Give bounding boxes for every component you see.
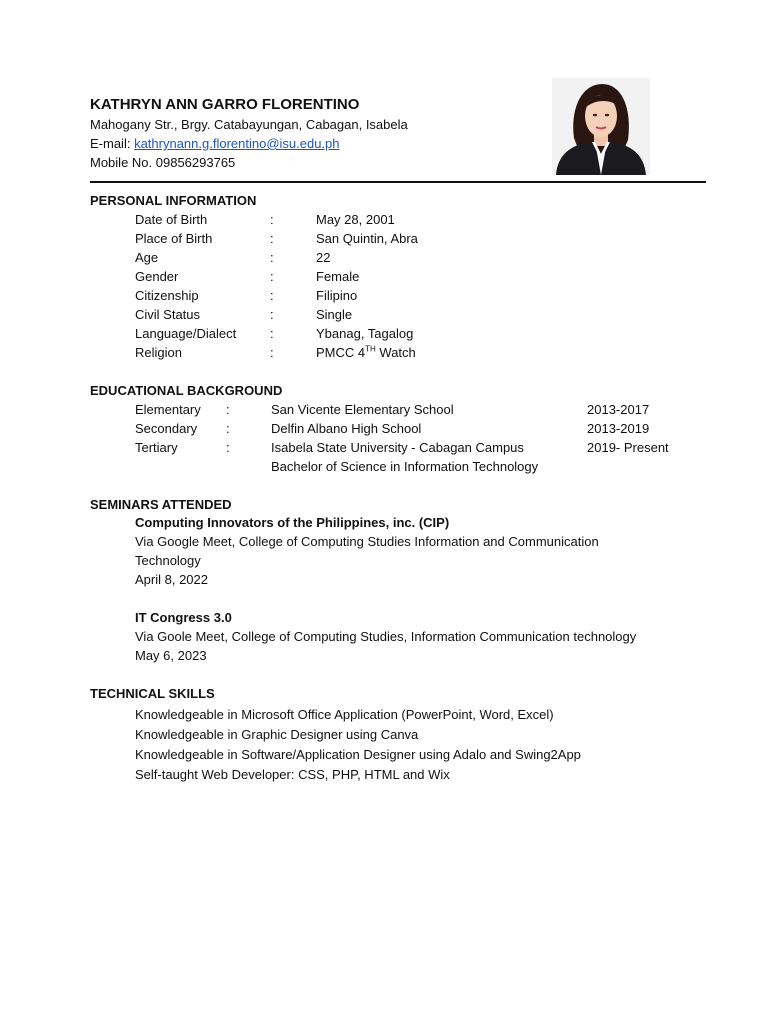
edu-years-secondary: 2013-2019 bbox=[587, 421, 650, 436]
email-link[interactable]: kathrynann.g.florentino@isu.edu.ph bbox=[134, 136, 340, 151]
separator: : bbox=[270, 231, 274, 246]
applicant-name: KATHRYN ANN GARRO FLORENTINO bbox=[90, 96, 360, 113]
email-label: E-mail: bbox=[90, 136, 135, 151]
separator: : bbox=[270, 307, 274, 322]
separator: : bbox=[270, 326, 274, 341]
edu-years-tertiary: 2019- Present bbox=[587, 440, 669, 455]
separator: : bbox=[270, 288, 274, 303]
value-age: 22 bbox=[316, 250, 331, 265]
edu-years-elementary: 2013-2017 bbox=[587, 402, 650, 417]
edu-school-tertiary: Isabela State University - Cabagan Campus bbox=[271, 440, 524, 455]
skill-item: Self-taught Web Developer: CSS, PHP, HTML and Wix bbox=[135, 767, 450, 782]
separator: : bbox=[270, 212, 274, 227]
value-place-of-birth: San Quintin, Abra bbox=[316, 231, 418, 246]
mobile-number: Mobile No. 09856293765 bbox=[90, 155, 236, 170]
edu-school-secondary: Delfin Albano High School bbox=[271, 421, 422, 436]
separator: : bbox=[270, 345, 274, 360]
label-civil-status: Civil Status bbox=[135, 307, 201, 322]
label-citizenship: Citizenship bbox=[135, 288, 199, 303]
edu-school-elementary: San Vicente Elementary School bbox=[271, 402, 454, 417]
edu-level-secondary: Secondary bbox=[135, 421, 198, 436]
religion-suffix: Watch bbox=[375, 345, 416, 360]
value-date-of-birth: May 28, 2001 bbox=[316, 212, 395, 227]
label-religion: Religion bbox=[135, 345, 182, 360]
seminar-venue-continued: Technology bbox=[135, 553, 201, 568]
edu-course-tertiary: Bachelor of Science in Information Technology bbox=[271, 459, 539, 474]
section-heading-education: EDUCATIONAL BACKGROUND bbox=[90, 383, 283, 398]
label-gender: Gender bbox=[135, 269, 179, 284]
seminar-date: May 6, 2023 bbox=[135, 648, 207, 663]
section-heading-seminars: SEMINARS ATTENDED bbox=[90, 497, 232, 512]
section-heading-personal: PERSONAL INFORMATION bbox=[90, 193, 257, 208]
address: Mahogany Str., Brgy. Catabayungan, Cabagan, Isabela bbox=[90, 117, 408, 132]
separator: : bbox=[270, 250, 274, 265]
section-heading-skills: TECHNICAL SKILLS bbox=[90, 686, 215, 701]
separator: : bbox=[226, 402, 230, 417]
seminar-title: Computing Innovators of the Philippines, inc. (CIP) bbox=[135, 515, 450, 530]
value-civil-status: Single bbox=[316, 307, 353, 322]
religion-main: PMCC 4 bbox=[316, 345, 366, 360]
edu-level-tertiary: Tertiary bbox=[135, 440, 178, 455]
label-date-of-birth: Date of Birth bbox=[135, 212, 208, 227]
skill-item: Knowledgeable in Microsoft Office Application (PowerPoint, Word, Excel) bbox=[135, 707, 554, 722]
edu-level-elementary: Elementary bbox=[135, 402, 201, 417]
value-citizenship: Filipino bbox=[316, 288, 358, 303]
value-religion bbox=[316, 345, 416, 361]
header-divider bbox=[90, 181, 706, 183]
value-gender: Female bbox=[316, 269, 360, 284]
label-age: Age bbox=[135, 250, 159, 265]
separator: : bbox=[226, 440, 230, 455]
profile-photo bbox=[552, 78, 650, 175]
seminar-title: IT Congress 3.0 bbox=[135, 610, 232, 625]
religion-superscript: TH bbox=[365, 344, 376, 354]
label-place-of-birth: Place of Birth bbox=[135, 231, 213, 246]
separator: : bbox=[226, 421, 230, 436]
portrait-image bbox=[552, 78, 650, 175]
separator: : bbox=[270, 269, 274, 284]
seminar-venue: Via Google Meet, College of Computing Studies Information and Communication bbox=[135, 534, 599, 549]
skill-item: Knowledgeable in Graphic Designer using Canva bbox=[135, 727, 419, 742]
email-line bbox=[90, 136, 340, 152]
seminar-venue: Via Goole Meet, College of Computing Studies, Information Communication technology bbox=[135, 629, 637, 644]
skill-item: Knowledgeable in Software/Application Designer using Adalo and Swing2App bbox=[135, 747, 581, 762]
seminar-date: April 8, 2022 bbox=[135, 572, 208, 587]
value-language: Ybanag, Tagalog bbox=[316, 326, 414, 341]
label-language: Language/Dialect bbox=[135, 326, 237, 341]
